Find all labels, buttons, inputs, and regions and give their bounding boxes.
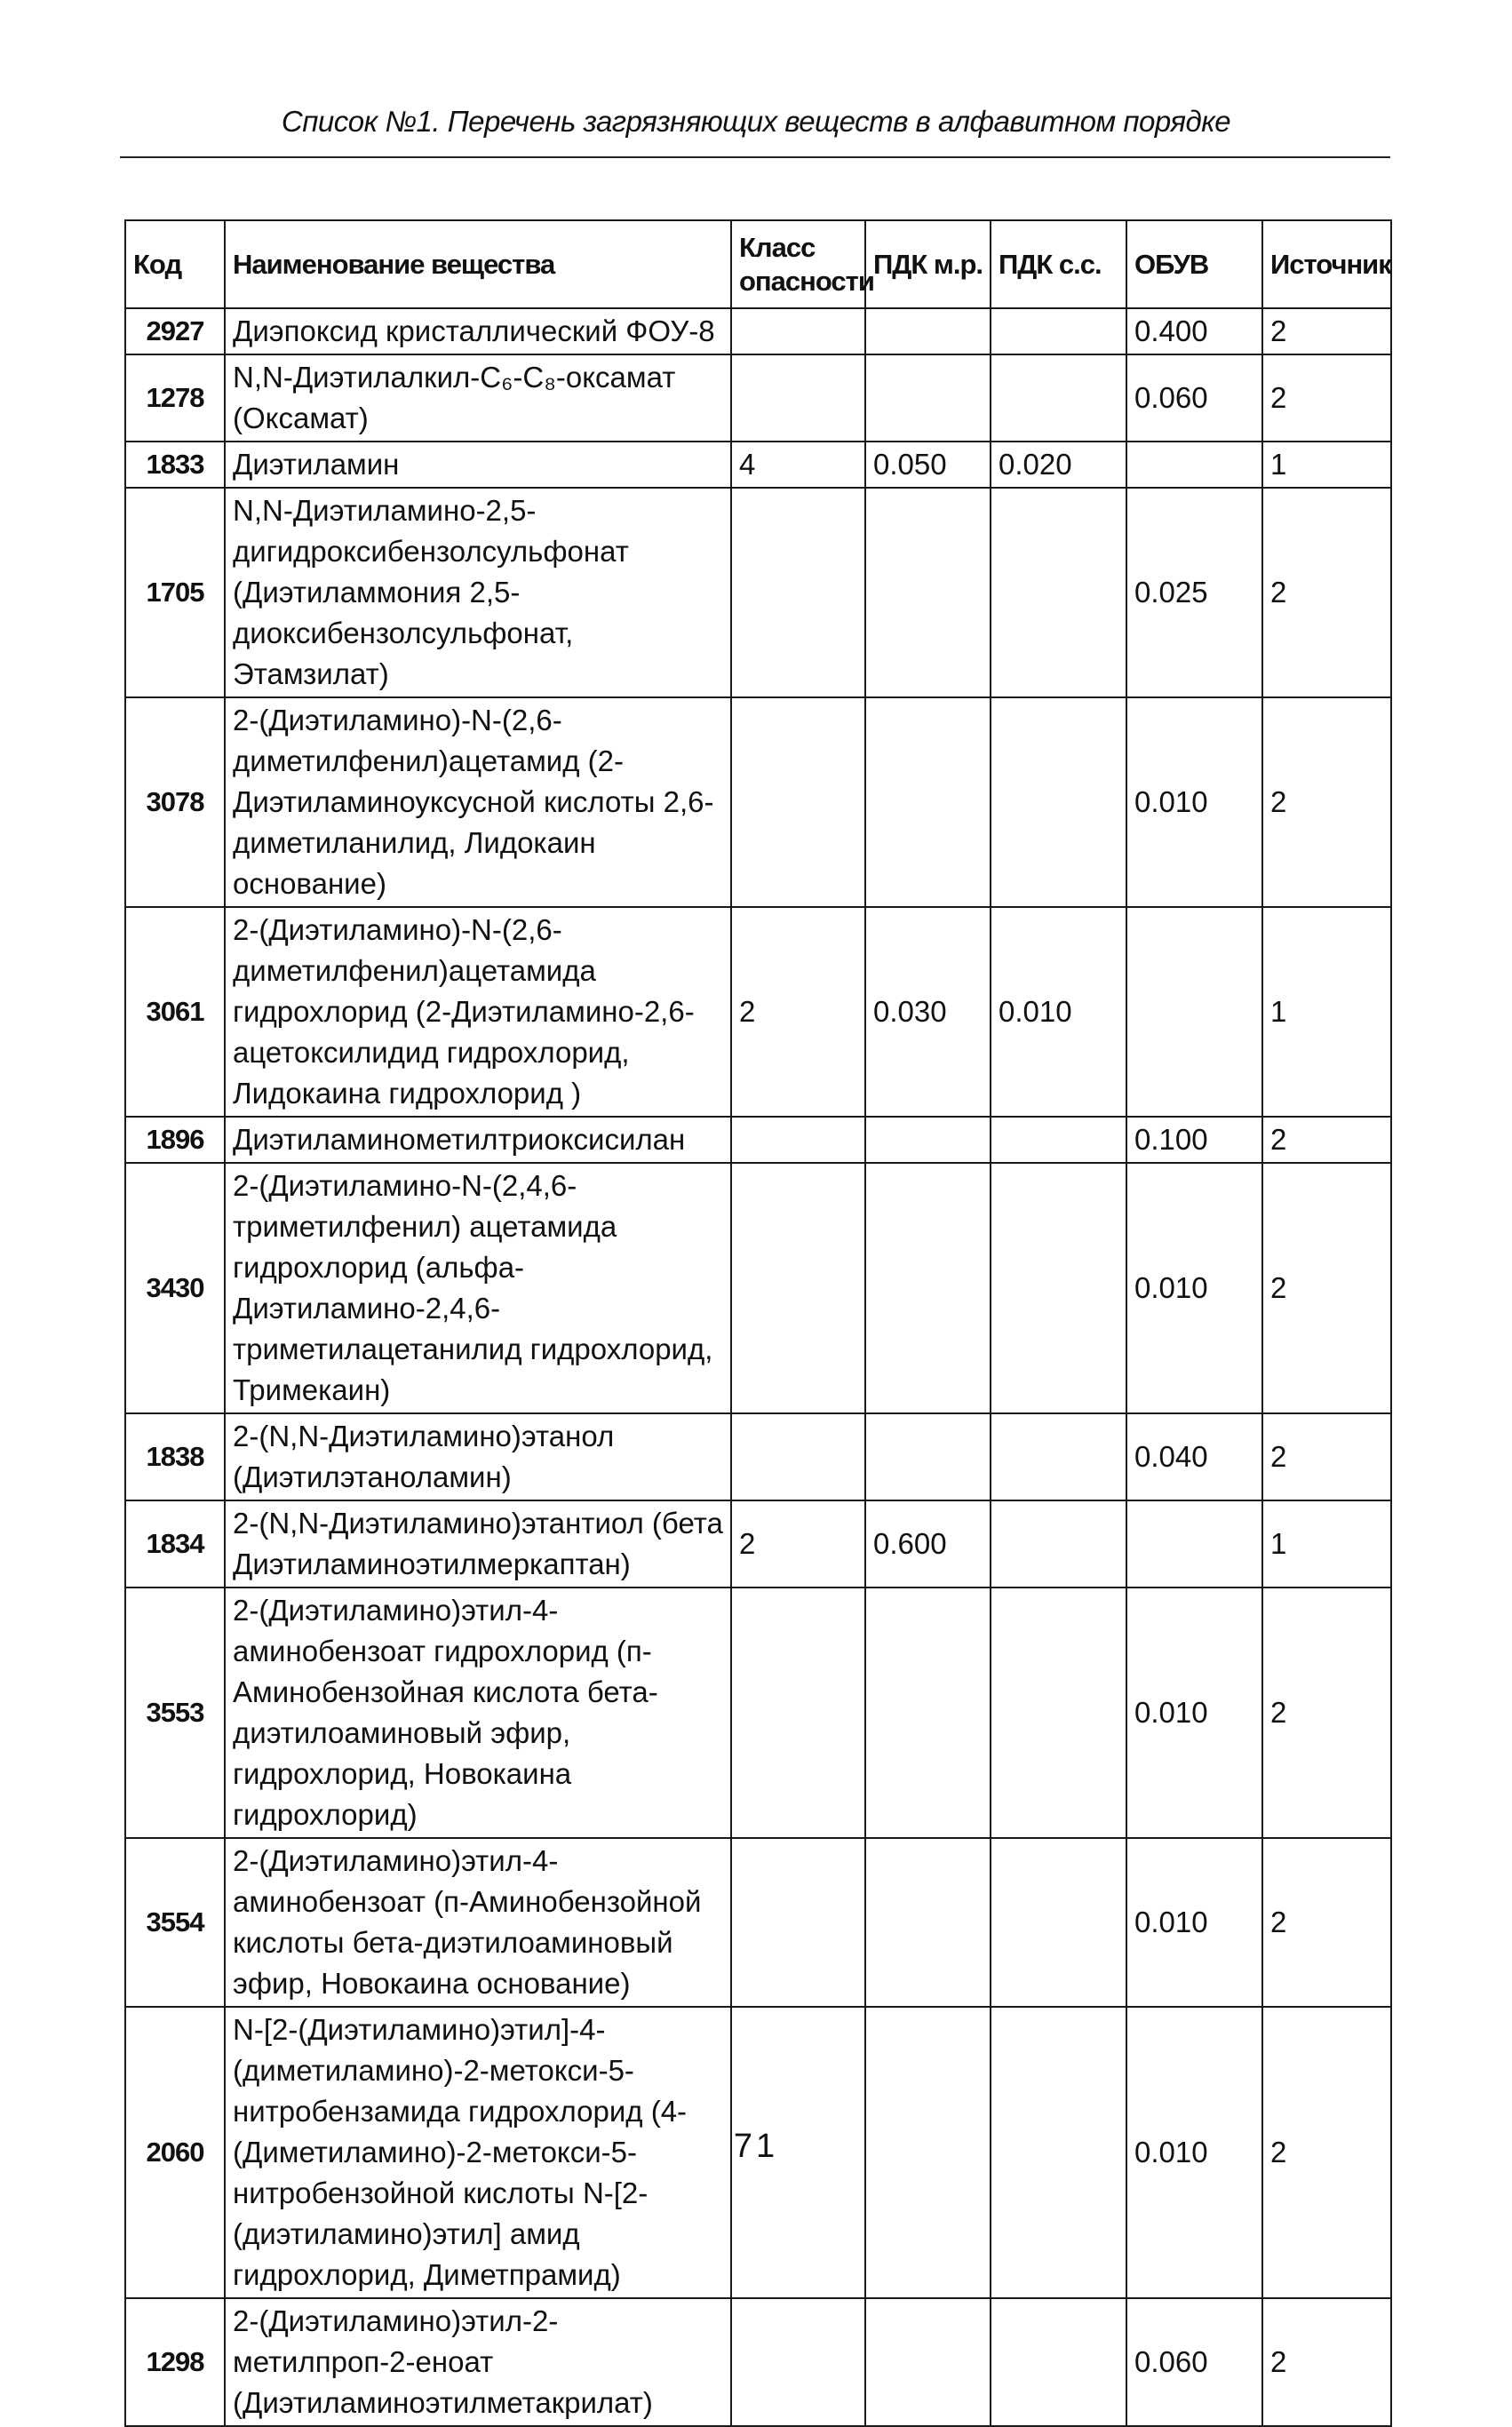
cell-code: 2060 [125,2007,225,2298]
cell-obuv: 0.010 [1126,2007,1262,2298]
column-header-pdk-mr: ПДК м.р. [865,220,991,308]
cell-source: 2 [1262,1413,1391,1500]
table-row [125,1587,1391,1838]
cell-name: 2-(Диэтиламино)этил-4-аминобензоат (п-Аминобензойной кислоты бета-диэтилоаминовый эфир, Новокаина основание) [225,1838,731,2007]
cell-obuv: 0.100 [1126,1117,1262,1163]
cell-source: 1 [1262,442,1391,488]
table-row [125,1117,1391,1163]
table-row [125,1500,1391,1587]
cell-code: 1278 [125,354,225,442]
table-row [125,1163,1391,1413]
cell-pdk-mr [865,308,991,354]
cell-source: 2 [1262,697,1391,907]
cell-hazard-class: 2 [731,907,865,1117]
page-title: Список №1. Перечень загрязняющих веществ в алфавитном порядке [281,105,1231,138]
cell-name: 2-(Диэтиламино)этил-4-аминобензоат гидрохлорид (п-Аминобензойная кислота бета-диэтилоаминовый эфир, гидрохлорид, Новокаина гидрохлорид) [225,1587,731,1838]
cell-name: 2-(N,N-Диэтиламино)этантиол (бета Диэтиламиноэтилмеркаптан) [225,1500,731,1587]
cell-pdk-ss: 0.020 [991,442,1126,488]
cell-code: 3554 [125,1838,225,2007]
table-row [125,1838,1391,2007]
cell-name: N-[2-(Диэтиламино)этил]-4-(диметиламино)-2-метокси-5-нитробензамида гидрохлорид (4-(Диметиламино)-2-метокси-5-нитробензойной кислоты N-[2-(диэтиламино)этил] амид гидрохлорид, Диметпрамид) [225,2007,731,2298]
table-row [125,1413,1391,1500]
cell-obuv: 0.010 [1126,1163,1262,1413]
cell-obuv: 0.025 [1126,488,1262,697]
cell-pdk-ss [991,308,1126,354]
cell-source: 2 [1262,1163,1391,1413]
cell-source: 2 [1262,1117,1391,1163]
cell-name: 2-(Диэтиламино)этил-2-метилпроп-2-еноат (Диэтиламиноэтилметакрилат) [225,2298,731,2426]
cell-pdk-ss [991,488,1126,697]
cell-code: 1896 [125,1117,225,1163]
table-row [125,354,1391,442]
column-header-obuv: ОБУВ [1126,220,1262,308]
cell-obuv: 0.010 [1126,1587,1262,1838]
cell-code: 1298 [125,2298,225,2426]
cell-code: 3078 [125,697,225,907]
cell-name: N,N-Диэтиламино-2,5-дигидроксибензолсульфонат (Диэтиламмония 2,5-диоксибензолсульфонат, Этамзилат) [225,488,731,697]
cell-pdk-ss [991,1163,1126,1413]
cell-obuv: 0.010 [1126,1838,1262,2007]
cell-pdk-ss [991,1587,1126,1838]
cell-code: 1833 [125,442,225,488]
cell-hazard-class [731,1413,865,1500]
cell-obuv: 0.010 [1126,697,1262,907]
cell-source: 2 [1262,308,1391,354]
column-header-pdk-ss: ПДК с.с. [991,220,1126,308]
cell-hazard-class: 2 [731,1500,865,1587]
cell-name: 2-(Диэтиламино)-N-(2,6-диметилфенил)ацетамид (2-Диэтиламиноуксусной кислоты 2,6-диметиланилид, Лидокаин основание) [225,697,731,907]
cell-pdk-ss [991,354,1126,442]
cell-pdk-mr [865,2298,991,2426]
cell-pdk-ss [991,1117,1126,1163]
cell-pdk-mr [865,1838,991,2007]
cell-pdk-ss [991,2298,1126,2426]
table-header-row [125,220,1391,308]
title-divider [120,156,1390,158]
cell-pdk-mr [865,1587,991,1838]
cell-hazard-class [731,697,865,907]
cell-hazard-class [731,2298,865,2426]
cell-name: Диэтиламин [225,442,731,488]
cell-hazard-class [731,1838,865,2007]
cell-hazard-class [731,1587,865,1838]
column-header-source: Источник [1262,220,1391,308]
substances-table [124,219,1392,2427]
column-header-hazard-class: Класс опасности [731,220,865,308]
cell-pdk-mr: 0.030 [865,907,991,1117]
cell-pdk-ss [991,1500,1126,1587]
cell-obuv: 0.400 [1126,308,1262,354]
cell-obuv: 0.060 [1126,354,1262,442]
column-header-name: Наименование вещества [225,220,731,308]
cell-hazard-class [731,1117,865,1163]
cell-hazard-class [731,488,865,697]
cell-source: 2 [1262,1838,1391,2007]
cell-name: N,N-Диэтилалкил-C₆-C₈-оксамат (Оксамат) [225,354,731,442]
cell-code: 3430 [125,1163,225,1413]
cell-name: Диэтиламинометилтриоксисилан [225,1117,731,1163]
page-number: 71 [733,2128,779,2165]
cell-obuv [1126,1500,1262,1587]
cell-pdk-mr [865,1163,991,1413]
cell-source: 1 [1262,1500,1391,1587]
cell-pdk-ss [991,697,1126,907]
cell-code: 2927 [125,308,225,354]
cell-pdk-mr [865,488,991,697]
cell-pdk-mr: 0.050 [865,442,991,488]
cell-obuv: 0.060 [1126,2298,1262,2426]
cell-obuv: 0.040 [1126,1413,1262,1500]
cell-name: Диэпоксид кристаллический ФОУ-8 [225,308,731,354]
cell-hazard-class [731,1163,865,1413]
cell-pdk-mr [865,1117,991,1163]
cell-hazard-class [731,354,865,442]
cell-hazard-class [731,308,865,354]
cell-source: 1 [1262,907,1391,1117]
cell-code: 3061 [125,907,225,1117]
cell-pdk-mr [865,354,991,442]
column-header-code: Код [125,220,225,308]
cell-code: 1705 [125,488,225,697]
cell-hazard-class: 4 [731,442,865,488]
cell-source: 2 [1262,354,1391,442]
cell-code: 1834 [125,1500,225,1587]
cell-obuv [1126,907,1262,1117]
table-row [125,442,1391,488]
cell-pdk-ss [991,1413,1126,1500]
cell-pdk-mr [865,697,991,907]
cell-source: 2 [1262,1587,1391,1838]
cell-source: 2 [1262,2298,1391,2426]
cell-source: 2 [1262,488,1391,697]
table-row [125,2298,1391,2426]
cell-name: 2-(Диэтиламино-N-(2,4,6-триметилфенил) ацетамида гидрохлорид (альфа-Диэтиламино-2,4,6-триметилацетанилид гидрохлорид, Тримекаин) [225,1163,731,1413]
cell-pdk-mr [865,1413,991,1500]
cell-pdk-mr: 0.600 [865,1500,991,1587]
cell-code: 3553 [125,1587,225,1838]
table-row [125,697,1391,907]
table-row [125,308,1391,354]
cell-name: 2-(N,N-Диэтиламино)этанол (Диэтилэтаноламин) [225,1413,731,1500]
table-row [125,488,1391,697]
cell-pdk-ss: 0.010 [991,907,1126,1117]
cell-source: 2 [1262,2007,1391,2298]
cell-obuv [1126,442,1262,488]
table-row [125,907,1391,1117]
cell-pdk-ss [991,1838,1126,2007]
cell-name: 2-(Диэтиламино)-N-(2,6-диметилфенил)ацетамида гидрохлорид (2-Диэтиламино-2,6-ацетоксилидид гидрохлорид, Лидокаина гидрохлорид ) [225,907,731,1117]
cell-code: 1838 [125,1413,225,1500]
